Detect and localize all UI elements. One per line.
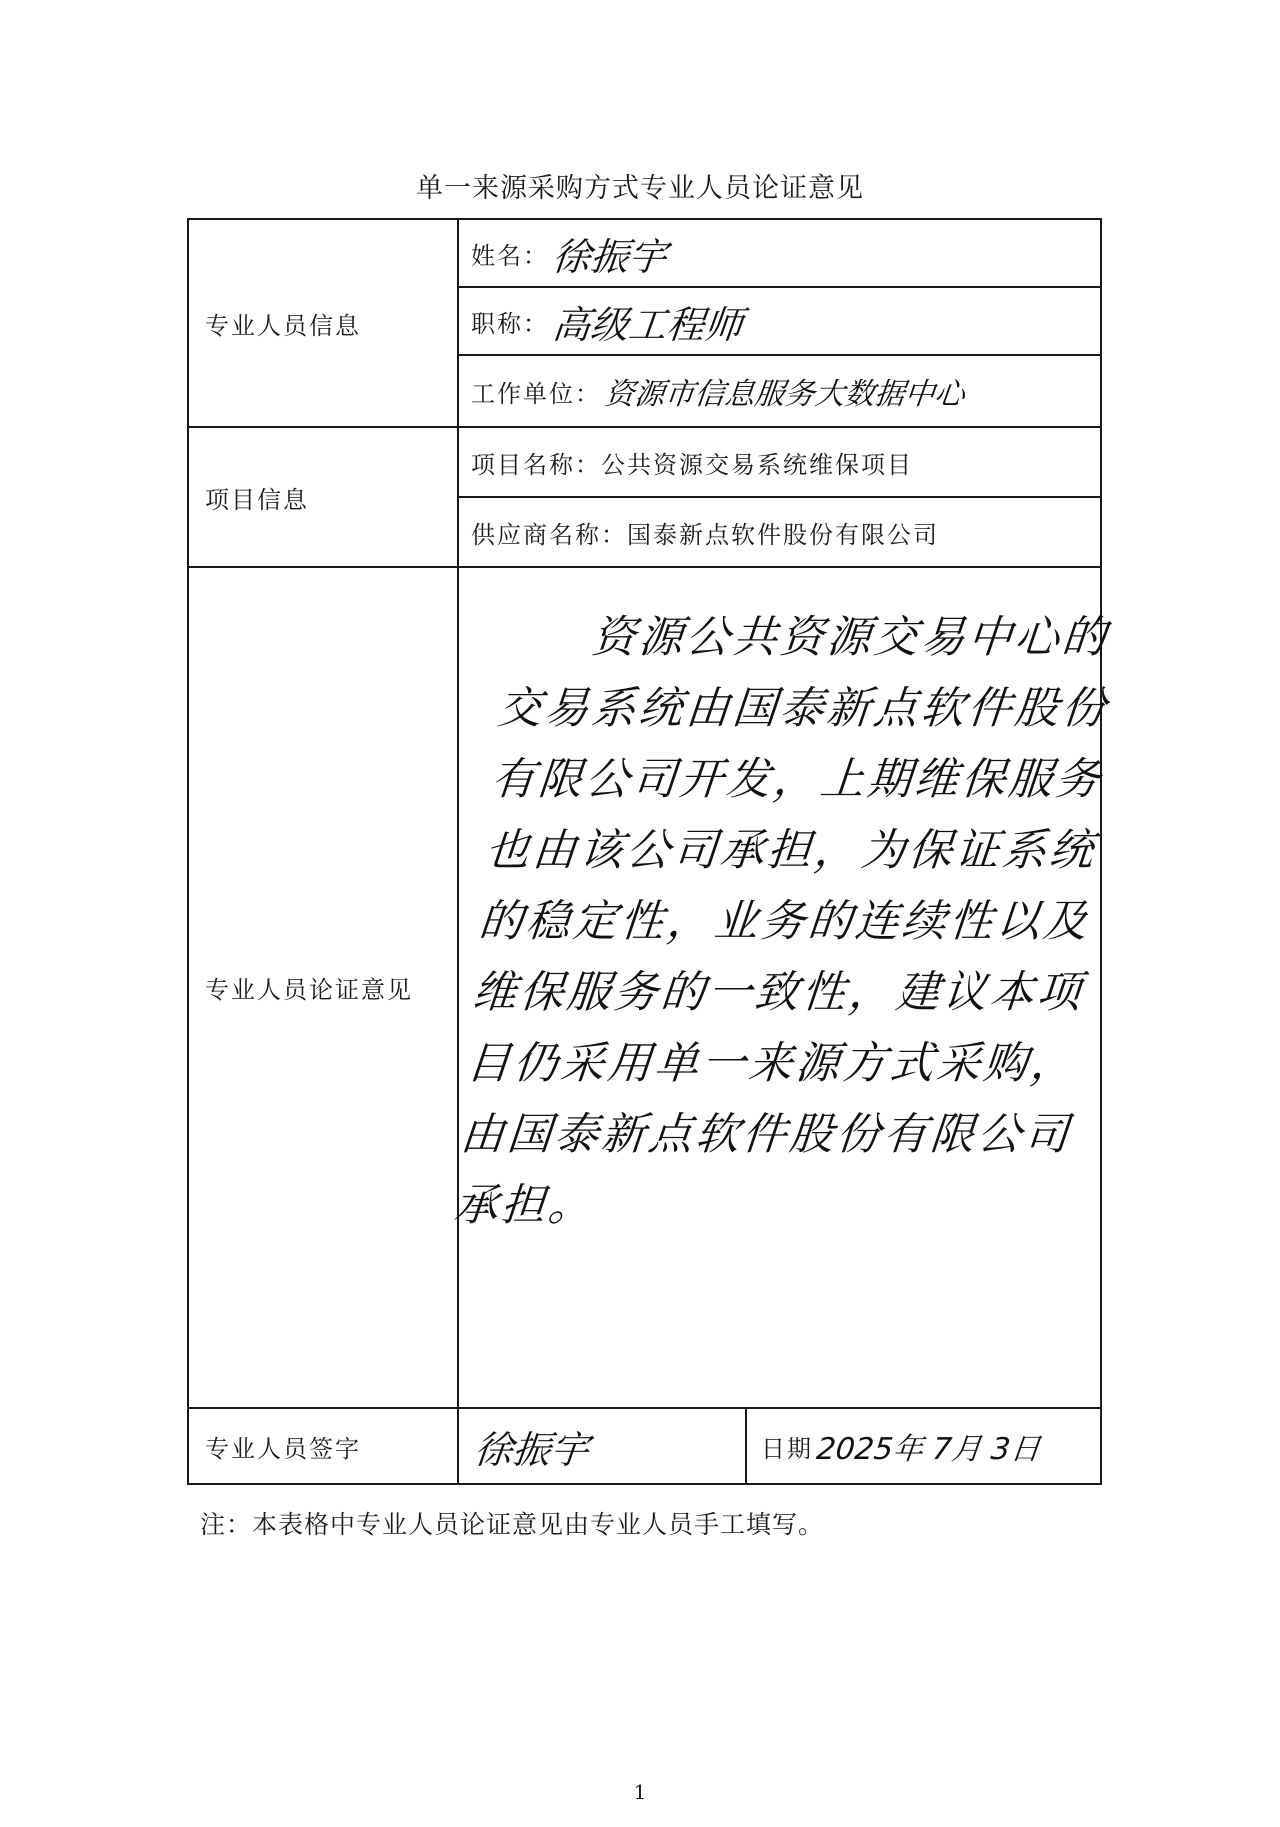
project-info-label: 项目信息 [189, 426, 457, 566]
name-key: 姓名： [471, 241, 549, 270]
signature-field [457, 1407, 745, 1483]
date-value: 2025年 7月 3日 [814, 1432, 1043, 1467]
project-name-value: 公共资源交易系统维保项目 [601, 450, 913, 479]
project-name-field [457, 426, 1100, 496]
employer-field [457, 354, 1100, 426]
job-title-field [457, 286, 1100, 354]
signature-label: 专业人员签字 [189, 1407, 457, 1483]
supplier-field [457, 496, 1100, 566]
page-number: 1 [633, 1780, 647, 1804]
job-title-key: 职称： [471, 309, 549, 338]
document-title: 单一来源采购方式专业人员论证意见 [416, 173, 864, 204]
name-value: 徐振宇 [550, 234, 669, 279]
job-title-value: 高级工程师 [550, 302, 745, 347]
form-note: 注：本表格中专业人员论证意见由专业人员手工填写。 [200, 1510, 825, 1539]
date-key: 日期 [761, 1434, 813, 1463]
opinion-text: 资源公共资源交易中心的交易系统由国泰新点软件股份有限公司开发，上期维保服务也由该公司承担，为保证系统的稳定性，业务的连续性以及维保服务的一致性，建议本项目仍采用单一来源方式采购，由国泰新点软件股份有限公司承担。 [451, 612, 1112, 1231]
employer-key: 工作单位： [471, 379, 601, 408]
supplier-value: 国泰新点软件股份有限公司 [627, 520, 939, 549]
expert-info-label: 专业人员信息 [205, 311, 361, 340]
employer-value: 资源市信息服务大数据中心 [602, 377, 967, 412]
signature-value: 徐振宇 [472, 1427, 591, 1472]
project-name-key: 项目名称： [471, 450, 601, 479]
supplier-key: 供应商名称： [471, 520, 627, 549]
date-field [745, 1407, 1100, 1483]
name-field [457, 220, 1100, 286]
opinion-label: 专业人员论证意见 [189, 566, 457, 1407]
opinion-form [187, 218, 1112, 1485]
opinion-area [451, 566, 1112, 1407]
